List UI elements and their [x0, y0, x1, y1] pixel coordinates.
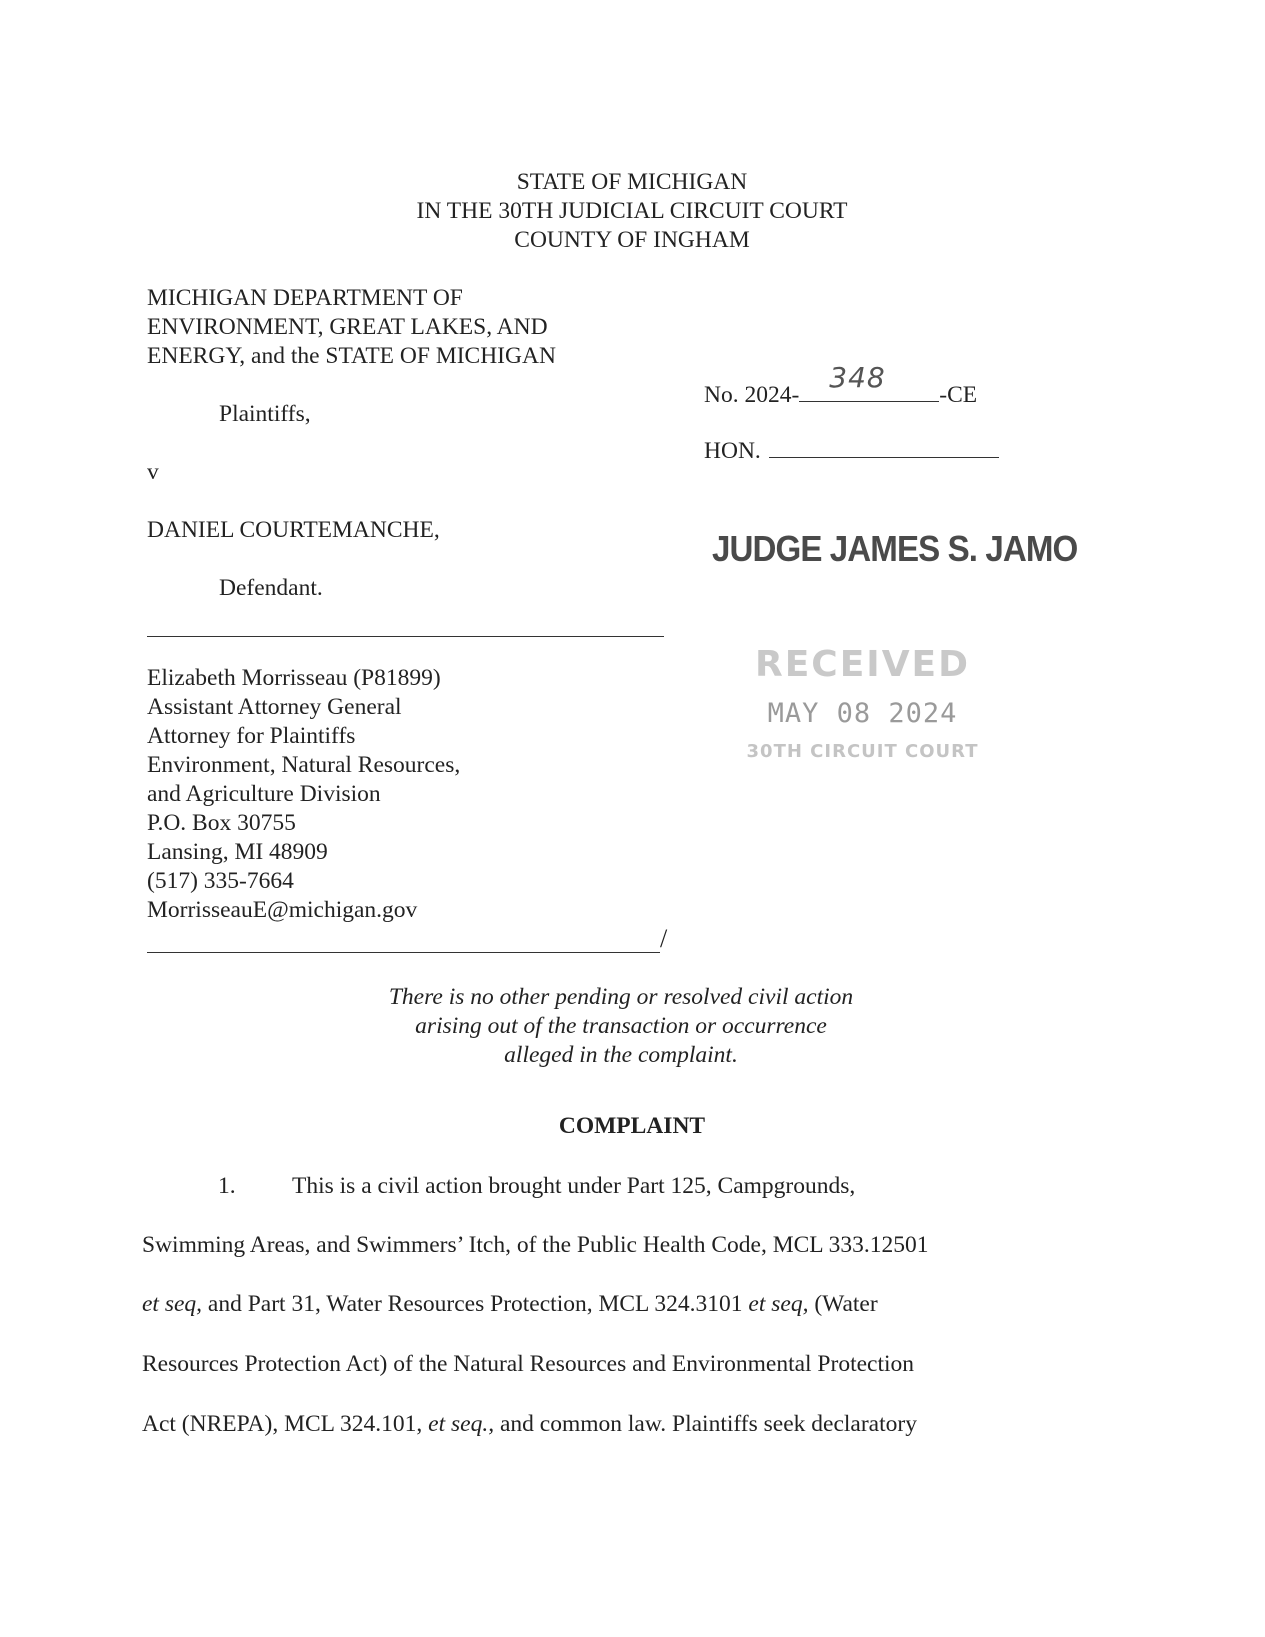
judge-blank: [769, 435, 999, 458]
received-stamp-title: RECEIVED: [754, 644, 971, 685]
citation-italic: et seq,: [748, 1291, 809, 1317]
plaintiff-name-line: ENERGY, and the STATE OF MICHIGAN: [147, 343, 556, 369]
court-state: STATE OF MICHIGAN: [516, 169, 748, 195]
caption-parties: [147, 284, 556, 603]
paragraph-line: Resources Protection Act) of the Natural Resources and Environmental Protection: [142, 1351, 915, 1377]
case-number-prefix: No. 2024-: [704, 382, 800, 408]
court-name: IN THE 30TH JUDICIAL CIRCUIT COURT: [416, 198, 848, 224]
document-title: COMPLAINT: [558, 1113, 706, 1139]
paragraph-text: and Part 31, Water Resources Protection, MCL 324.3101: [202, 1291, 749, 1317]
court-header: [332, 168, 932, 255]
case-number-suffix: -CE: [939, 382, 978, 408]
paragraph-line: [142, 1410, 917, 1439]
notice-line: There is no other pending or resolved civil action: [388, 984, 854, 1010]
attorney-line: Environment, Natural Resources,: [147, 752, 461, 778]
attorney-line: and Agriculture Division: [147, 781, 381, 807]
received-stamp: [740, 645, 985, 765]
caption-divider: [147, 636, 664, 637]
attorney-line: (517) 335-7664: [147, 868, 294, 894]
notice-line: alleged in the complaint.: [504, 1042, 738, 1068]
paragraph-number: 1.: [218, 1173, 236, 1199]
notice-line: arising out of the transaction or occurrence: [415, 1013, 827, 1039]
case-number-blank: [799, 361, 939, 402]
caption-end-mark: /: [660, 924, 668, 953]
hon-label: HON.: [704, 438, 761, 464]
citation-italic: et seq.,: [428, 1411, 495, 1437]
paragraph-text: and common law. Plaintiffs seek declaratory: [494, 1411, 917, 1437]
related-action-notice: [300, 983, 942, 1070]
paragraph-line: Swimming Areas, and Swimmers’ Itch, of the Public Health Code, MCL 333.12501: [142, 1232, 929, 1258]
attorney-line: Assistant Attorney General: [147, 694, 402, 720]
attorney-block: [147, 664, 460, 925]
received-stamp-date: MAY 08 2024: [767, 698, 958, 729]
court-county: COUNTY OF INGHAM: [514, 227, 750, 253]
attorney-line: P.O. Box 30755: [147, 810, 296, 836]
attorney-line: Attorney for Plaintiffs: [147, 723, 356, 749]
paragraph-text: Act (NREPA), MCL 324.101,: [142, 1411, 429, 1437]
attorney-divider: [147, 952, 660, 953]
attorney-line: Elizabeth Morrisseau (P81899): [147, 665, 441, 691]
paragraph-line: [142, 1290, 878, 1319]
judge-stamp: JUDGE JAMES S. JAMO: [712, 528, 1078, 569]
attorney-email: MorrisseauE@michigan.gov: [147, 897, 418, 923]
citation-italic: et seq,: [142, 1291, 203, 1317]
case-number-handwritten: 348: [829, 361, 886, 394]
case-number: [704, 361, 978, 410]
attorney-line: Lansing, MI 48909: [147, 839, 328, 865]
plaintiff-role: Plaintiffs,: [219, 401, 311, 427]
versus-label: v: [147, 459, 159, 485]
judge-line: [704, 435, 999, 466]
defendant-name: DANIEL COURTEMANCHE,: [147, 517, 440, 543]
plaintiff-name-line: MICHIGAN DEPARTMENT OF: [147, 285, 463, 311]
received-stamp-court: 30TH CIRCUIT COURT: [746, 741, 979, 762]
plaintiff-name-line: ENVIRONMENT, GREAT LAKES, AND: [147, 314, 548, 340]
paragraph-text: (Water: [808, 1291, 878, 1317]
paragraph-line: This is a civil action brought under Part 125, Campgrounds,: [292, 1173, 856, 1199]
defendant-role: Defendant.: [219, 575, 323, 601]
